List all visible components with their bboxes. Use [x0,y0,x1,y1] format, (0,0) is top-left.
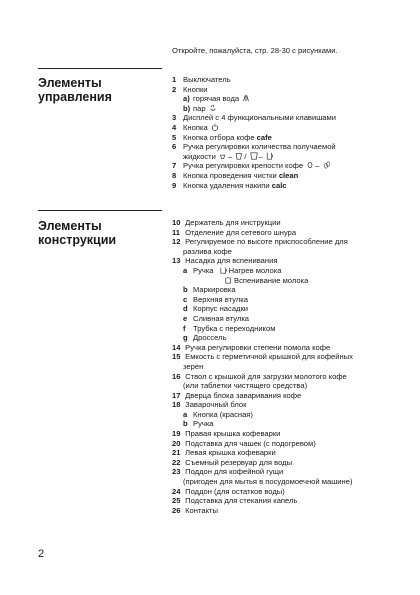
list-item: Вспенивание молока [172,276,353,286]
list-item: 5 Кнопка отбора кофе cafe [172,132,272,142]
controls-title-line1: Элементы [38,76,102,90]
list-item: 15 Емкость с герметичной крышкой для кофейных [172,352,353,362]
list-item: 7 Ручка регулировки крепости кофе – [172,161,336,171]
list-item: зерен [183,361,204,371]
page-number: 2 [38,548,45,560]
construction-title-line1: Элементы [38,219,102,233]
list-item: 2 Кнопки [172,84,208,94]
list-item: b Маркировка [183,285,236,295]
small-cup-icon [219,152,227,160]
list-item: 12 Регулируемое по высоте приспособление для [172,237,348,247]
list-item: 17 Дверца блока заваривания кофе [172,390,302,400]
controls-rule [38,68,162,69]
hot-water-icon [242,94,250,102]
construction-title [38,219,116,247]
list-item: 14 Ручка регулировки степени помола кофе [172,342,331,352]
strong-beans-icon [323,161,331,169]
list-item: 23 Поддон для кофейной гущи [172,467,284,477]
mild-bean-icon [306,161,314,169]
list-item: 1 Выключатель [172,75,231,84]
construction-list [172,218,353,515]
list-item: a) горячая вода [172,94,336,104]
list-item: a Ручка Нагрев молока [183,265,282,275]
power-icon [211,123,219,131]
list-item: (пригоден для мытья в посудомоечной машине) [183,477,353,487]
list-item: 8 Кнопка проведения чистки clean [172,170,299,180]
list-item: 6 Ручка регулировки количества получаемой [172,142,336,152]
list-item: b) пар [172,104,336,114]
controls-title [38,76,112,104]
construction-rule [38,210,162,211]
list-item: 10 Держатель для инструкции [172,218,281,227]
large-cup-icon [250,152,258,160]
list-item: e Сливная втулка [183,313,250,323]
list-item: 26 Контакты [172,505,218,515]
list-item: 25 Подставка для стекания капель [172,496,298,506]
list-item: f Трубка с переходником [183,323,276,333]
list-item: 20 Подставка для чашек (с подогревом) [172,438,316,448]
list-item: 22 Съемный резервуар для воды [172,457,293,467]
intro-text: Откройте, пожалуйста, стр. 28-30 с рисунками. [172,46,338,55]
list-item: 9 Кнопка удаления накипи calc [172,180,287,190]
list-item: 4 Кнопка [172,123,336,133]
milk-heat-icon [220,266,228,274]
controls-title-line2: управления [38,90,112,104]
list-item: 18 Заварочный блок [172,400,247,410]
steam-icon [209,104,217,112]
medium-cup-icon [235,152,243,160]
list-item: 3 Дисплей с 4 функциональными клавишами [172,113,336,123]
list-item: d Корпус насадки [183,304,249,314]
list-item: 24 Поддон (для остатков воды) [172,486,285,496]
list-item: a Кнопка (красная) [183,409,253,419]
list-item: жидкости – / – [172,152,336,162]
list-item: 21 Левая крышка кофеварки [172,448,276,458]
list-item: 13 Насадка для вспенивания [172,256,278,266]
list-item: (или таблетки чистящего средства) [183,381,308,391]
mug-icon [266,152,274,160]
list-item: разлива кофе [183,246,232,256]
list-item: 16 Ствол с крышкой для загрузки молотого кофе [172,371,347,381]
list-item: c Верхняя втулка [183,294,248,304]
list-item: 19 Правая крышка кофеварки [172,429,281,439]
controls-list [172,75,336,190]
milk-froth-icon [225,276,233,284]
list-item: g Дроссель [183,333,227,343]
construction-title-line2: конструкции [38,233,117,247]
list-item: b Ручка [183,419,214,429]
list-item: 11 Отделение для сетевого шнура [172,227,297,237]
